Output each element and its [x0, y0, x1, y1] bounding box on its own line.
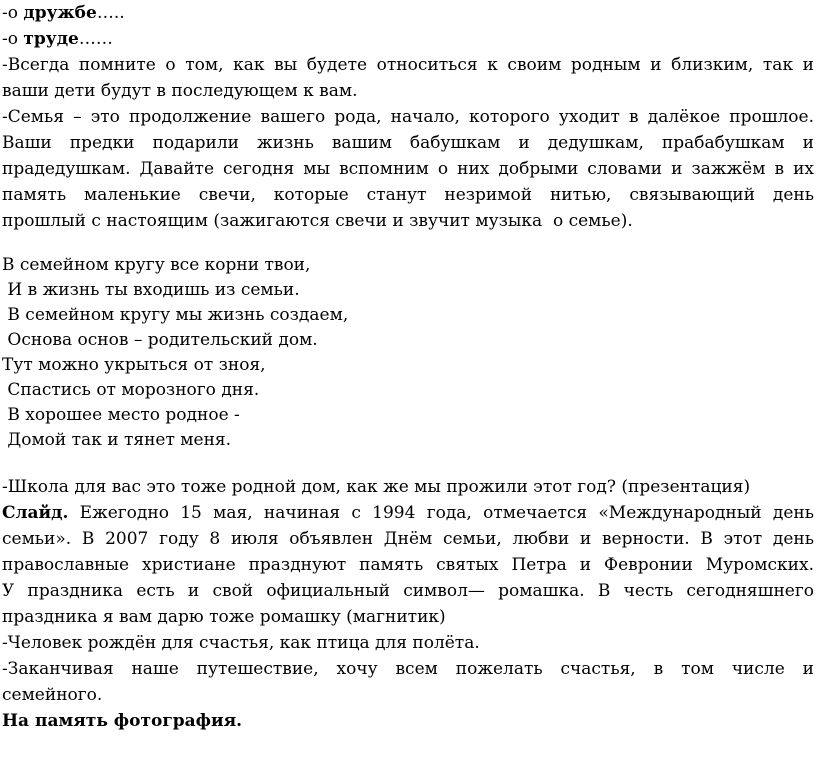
- paragraph-school: -Школа для вас это тоже родной дом, как же мы прожили этот год? (презентация): [2, 477, 751, 497]
- slide-line: У праздника есть и свой официальный символ— ромашка. В честь сегодняшнего: [2, 581, 814, 601]
- slide-line: семьи». В 2007 году 8 июля объявлен Днём семьи, любви и верности. В этот день: [2, 529, 814, 549]
- intro-line-labor: [2, 26, 814, 52]
- closing-line: -Заканчивая наше путешествие, хочу всем пожелать счастья, в том числе и: [2, 659, 814, 679]
- closing-line: семейного.: [2, 685, 103, 705]
- paragraph-family-line: -Семья – это продолжение вашего рода, начало, которого уходит в далёкое прошлое.: [2, 107, 814, 127]
- slide-line: праздника я вам дарю тоже ромашку (магнитик): [2, 607, 446, 627]
- final-bold-text: На память фотография.: [2, 711, 243, 731]
- intro-suffix: ……: [78, 29, 113, 49]
- paragraph-family-line: Ваши предки подарили жизнь вашим бабушкам и дедушкам, прабабушкам и: [2, 133, 814, 153]
- slide-label: Слайд.: [2, 503, 69, 523]
- slide-first-text: Ежегодно 15 мая, начиная с 1994 года, отмечается «Международный день: [68, 503, 814, 523]
- slide-line: православные христиане празднуют память святых Петра и Февронии Муромских.: [2, 555, 814, 575]
- poem-line: В семейном кругу все корни твои,: [2, 255, 311, 275]
- paragraph-parents-line: ваши дети будут в последующем к вам.: [2, 81, 358, 101]
- paragraph-family-line: прошлый с настоящим (зажигаются свечи и звучит музыка о семье).: [2, 211, 633, 231]
- intro-line-friendship: [2, 0, 814, 26]
- poem-line: Основа основ – родительский дом.: [2, 330, 318, 350]
- intro-bold-labor: труде: [23, 29, 79, 49]
- slide-line-first: [2, 500, 814, 526]
- paragraph-family-line: прадедушкам. Давайте сегодня мы вспомним о них добрыми словами и зажжём в их: [2, 159, 814, 179]
- paragraph-parents-line: -Всегда помните о том, как вы будете относиться к своим родным и близким, так и: [2, 55, 814, 75]
- poem-line: В семейном кругу мы жизнь создаем,: [2, 305, 349, 325]
- poem-line: В хорошее место родное -: [2, 405, 240, 425]
- final-bold-line: [2, 708, 814, 734]
- intro-bold-friendship: дружбе: [23, 3, 97, 23]
- poem-line: Тут можно укрыться от зноя,: [2, 355, 266, 375]
- paragraph-family-line: память маленькие свечи, которые станут незримой нитью, связывающий день: [2, 185, 814, 205]
- closing-line: -Человек рождён для счастья, как птица для полёта.: [2, 633, 480, 653]
- poem-line: Спастись от морозного дня.: [2, 380, 260, 400]
- intro-prefix: -о: [2, 3, 24, 23]
- intro-prefix: -о: [2, 29, 24, 49]
- poem-line: И в жизнь ты входишь из семьи.: [2, 280, 300, 300]
- poem-line: Домой так и тянет меня.: [2, 430, 232, 450]
- intro-suffix: …..: [96, 3, 125, 23]
